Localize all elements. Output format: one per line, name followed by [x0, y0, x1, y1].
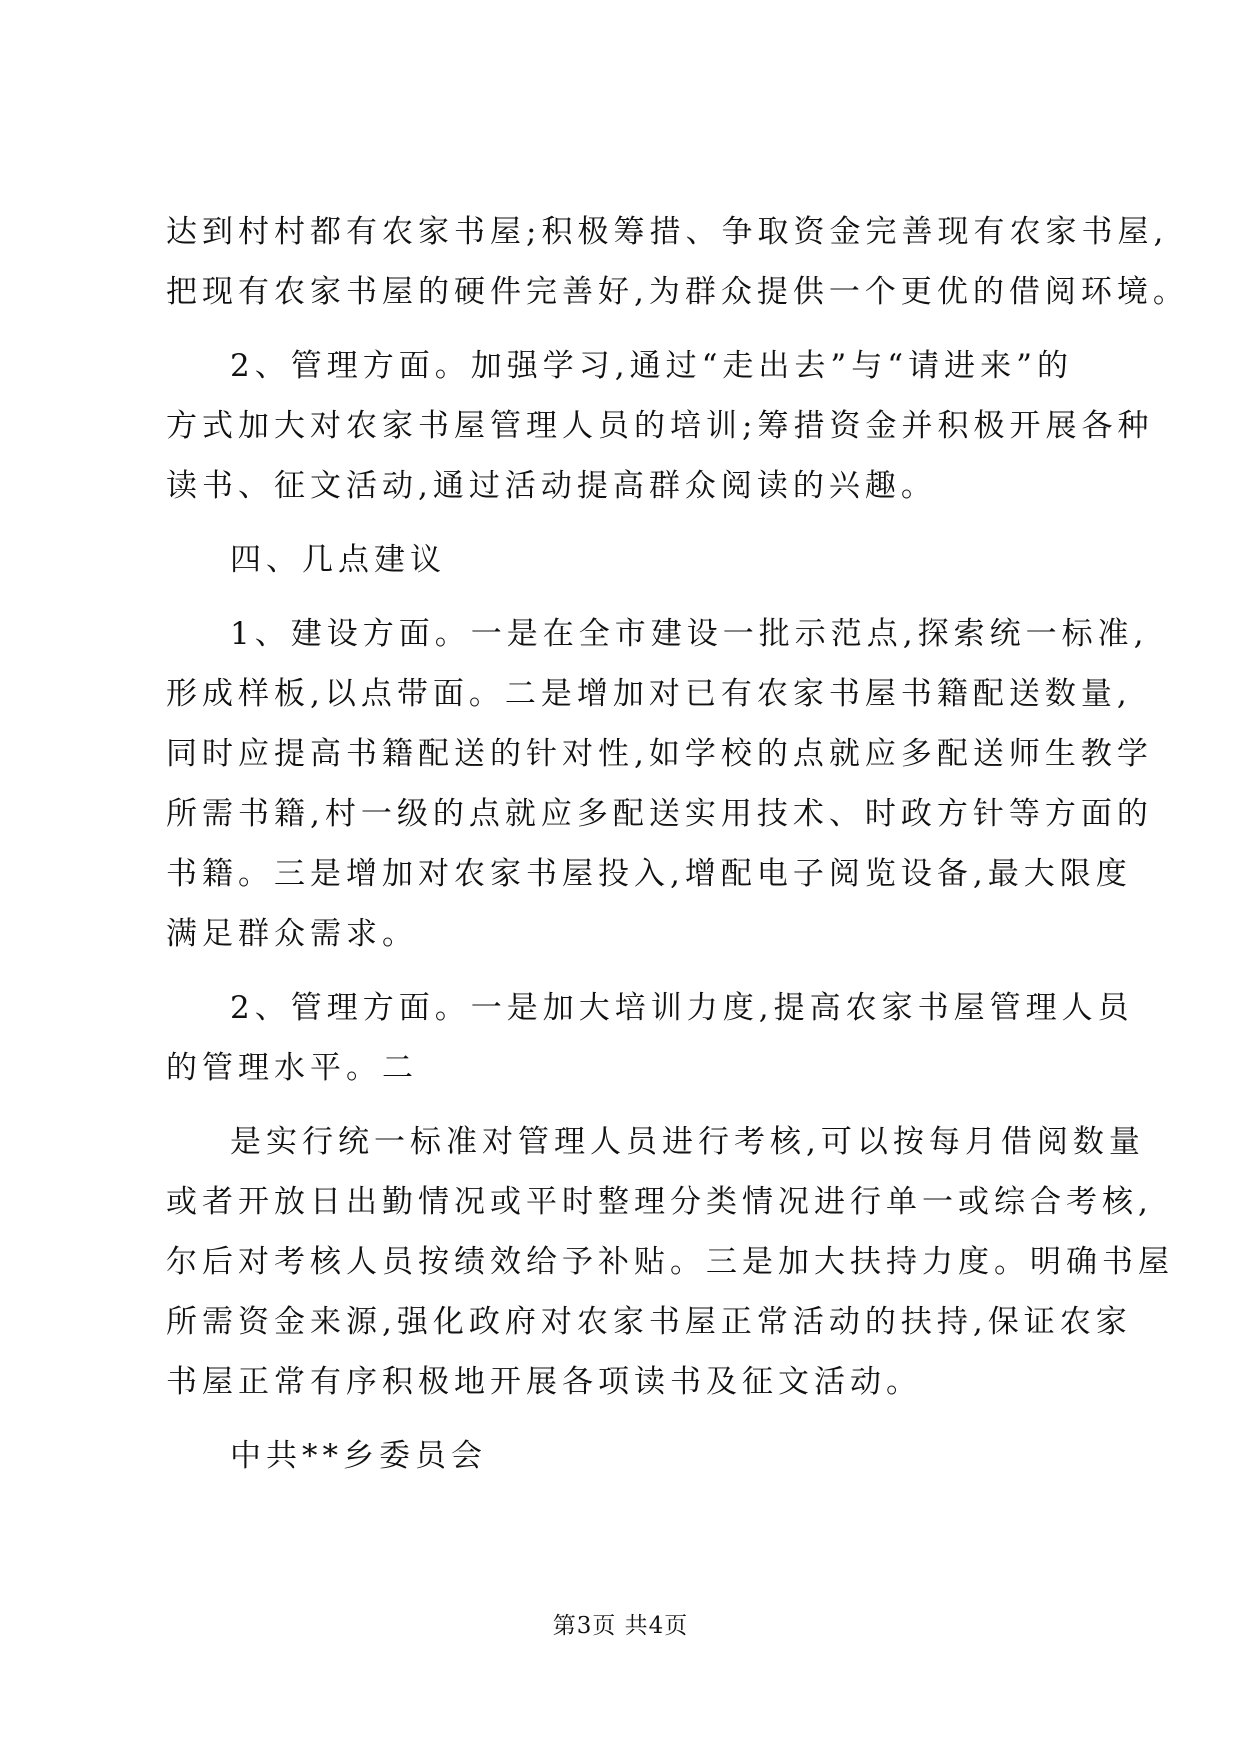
paragraph-line: 书屋正常有序积极地开展各项读书及征文活动。: [166, 1364, 922, 1400]
document-body: [166, 202, 1189, 1486]
paragraph-line: 方式加大对农家书屋管理人员的培训;筹措资金并积极开展各种: [166, 408, 1154, 444]
paragraph-line: 所需书籍,村一级的点就应多配送实用技术、时政方针等方面的: [166, 796, 1153, 832]
paragraph-line: 2、管理方面。一是加大培训力度,提高农家书屋管理人员: [230, 990, 1134, 1026]
paragraph-line: 书籍。三是增加对农家书屋投入,增配电子阅览设备,最大限度: [166, 856, 1132, 892]
paragraph-line: 尔后对考核人员按绩效给予补贴。三是加大扶持力度。明确书屋: [166, 1244, 1174, 1280]
paragraph-line: 达到村村都有农家书屋;积极筹措、争取资金完善现有农家书屋,: [166, 214, 1169, 250]
signature-line: 中共**乡委员会: [230, 1438, 487, 1474]
paragraph-line: 2、管理方面。加强学习,通过“走出去”与“请进来”的: [230, 348, 1073, 384]
page-footer: 第3页 共4页: [552, 1613, 689, 1639]
paragraph-line: 或者开放日出勤情况或平时整理分类情况进行单一或综合考核,: [166, 1184, 1153, 1220]
paragraph-line: 形成样板,以点带面。二是增加对已有农家书屋书籍配送数量,: [166, 676, 1132, 712]
paragraph-line: 同时应提高书籍配送的针对性,如学校的点就应多配送师生教学: [166, 736, 1153, 772]
paragraph-line: 是实行统一标准对管理人员进行考核,可以按每月借阅数量: [230, 1124, 1145, 1160]
paragraph-line: 读书、征文活动,通过活动提高群众阅读的兴趣。: [166, 468, 937, 504]
paragraph-line: 的管理水平。二: [166, 1050, 418, 1086]
section-heading: 四、几点建议: [230, 542, 446, 578]
paragraph-line: 满足群众需求。: [166, 916, 418, 952]
paragraph-line: 把现有农家书屋的硬件完善好,为群众提供一个更优的借阅环境。: [166, 274, 1189, 310]
paragraph-line: 1、建设方面。一是在全市建设一批示范点,探索统一标准,: [230, 616, 1149, 652]
paragraph-line: 所需资金来源,强化政府对农家书屋正常活动的扶持,保证农家: [166, 1304, 1132, 1340]
